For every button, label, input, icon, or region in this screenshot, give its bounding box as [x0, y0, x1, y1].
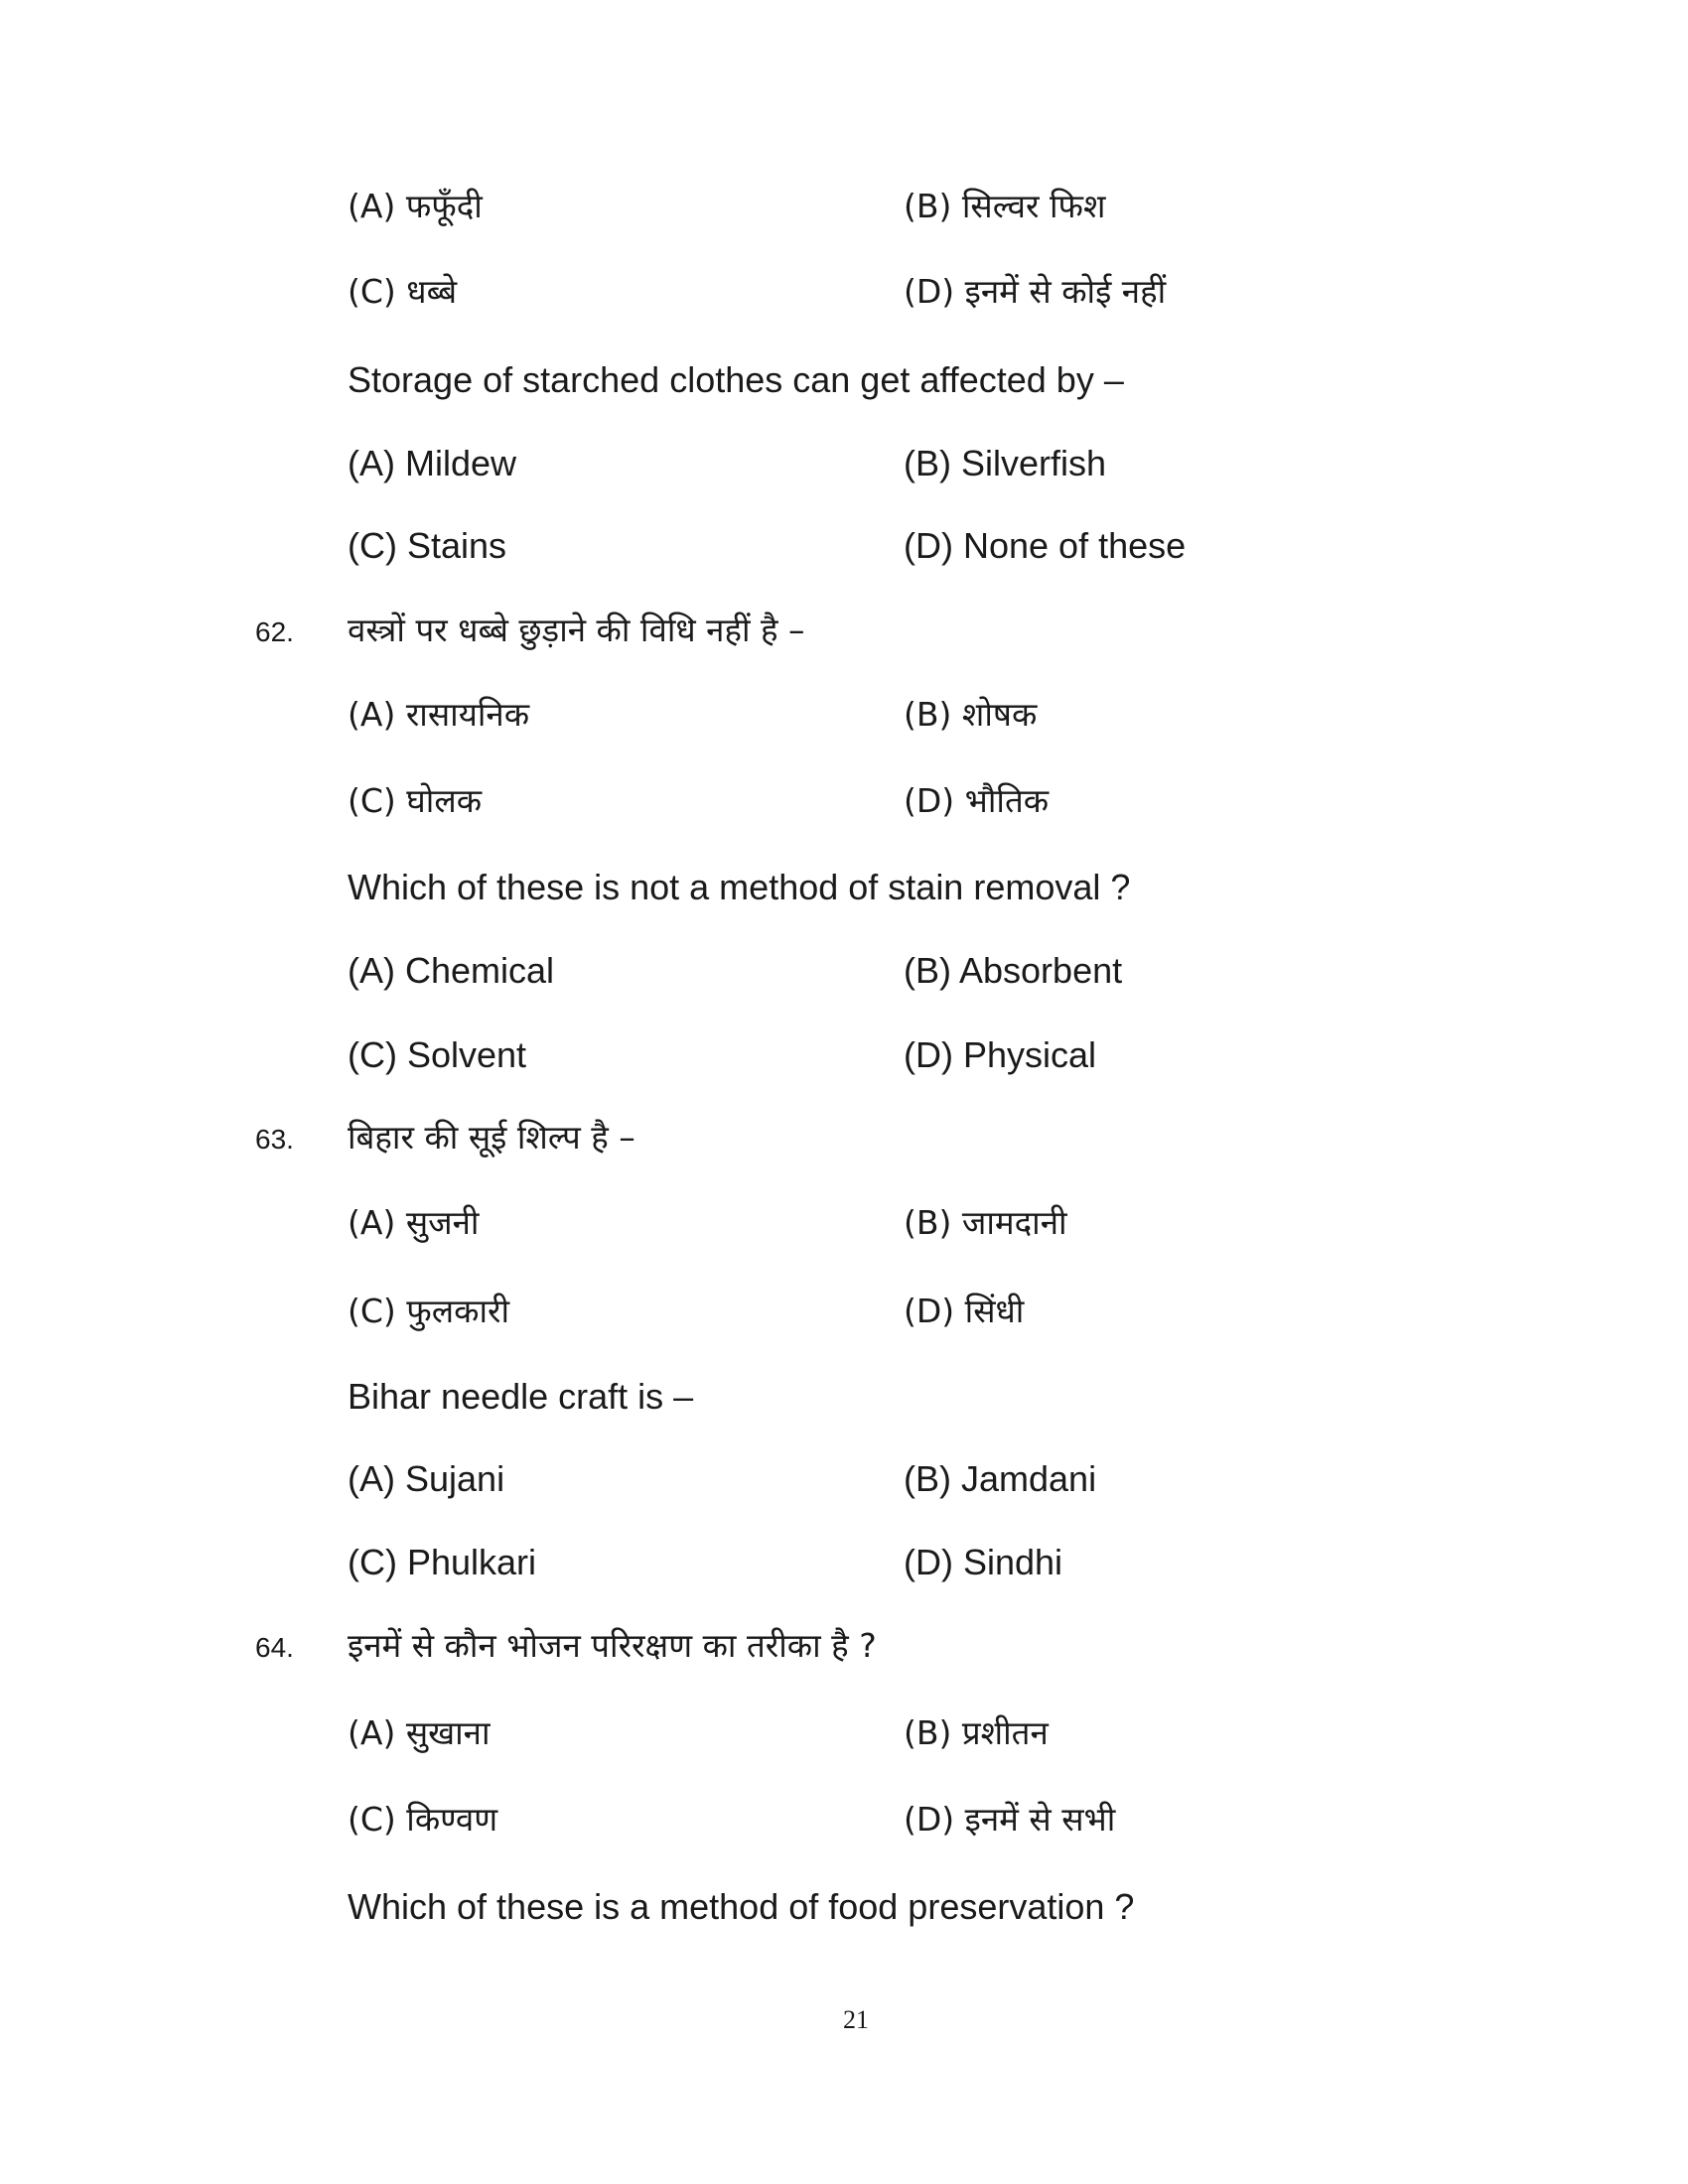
q63-en-option-b: (B) Jamdani	[904, 1458, 1097, 1499]
q61-hi-option-c: (C) धब्बे	[348, 272, 458, 311]
q62-en-question: Which of these is not a method of stain removal ?	[348, 867, 1131, 907]
q64-hi-option-d: (D) इनमें से सभी	[904, 1800, 1116, 1839]
q62-hi-option-a: (A) रासायनिक	[348, 695, 530, 734]
q61-hi-option-d: (D) इनमें से कोई नहीं	[904, 272, 1167, 311]
q63-en-question: Bihar needle craft is –	[348, 1376, 694, 1417]
q63-hi-option-b: (B) जामदानी	[904, 1203, 1067, 1242]
q62-en-option-c: (C) Solvent	[348, 1034, 527, 1075]
q61-en-option-a: (A) Mildew	[348, 443, 517, 483]
q63-hi-option-d: (D) सिंधी	[904, 1292, 1025, 1330]
q63-hi-option-a: (A) सुजनी	[348, 1203, 480, 1242]
q61-en-option-d: (D) None of these	[904, 525, 1187, 566]
q62-en-option-d: (D) Physical	[904, 1034, 1097, 1075]
q64-en-question: Which of these is a method of food preservation ?	[348, 1886, 1135, 1927]
q64-hi-option-c: (C) किण्वण	[348, 1800, 498, 1839]
q64-hi-question: इनमें से कौन भोजन परिरक्षण का तरीका है ?	[348, 1626, 877, 1665]
q64-hi-option-a: (A) सुखाना	[348, 1713, 491, 1752]
q64-number: 64.	[255, 1632, 294, 1663]
q62-hi-option-d: (D) भौतिक	[904, 781, 1050, 820]
q63-en-option-c: (C) Phulkari	[348, 1542, 537, 1582]
q63-number: 63.	[255, 1124, 294, 1155]
q61-hi-option-a: (A) फफूँदी	[348, 187, 483, 225]
q62-hi-question: वस्त्रों पर धब्बे छुड़ाने की विधि नहीं है –	[348, 611, 805, 649]
q63-en-option-d: (D) Sindhi	[904, 1542, 1063, 1582]
q61-en-option-c: (C) Stains	[348, 525, 507, 566]
page-number: 21	[843, 2005, 869, 2034]
q63-hi-question: बिहार की सूई शिल्प है –	[348, 1118, 635, 1157]
q62-hi-option-c: (C) घोलक	[348, 781, 483, 820]
q61-en-option-b: (B) Silverfish	[904, 443, 1107, 483]
q63-hi-option-c: (C) फुलकारी	[348, 1292, 510, 1330]
q61-hi-option-b: (B) सिल्वर फिश	[904, 187, 1106, 225]
q61-en-question: Storage of starched clothes can get affected by –	[348, 359, 1124, 400]
q64-hi-option-b: (B) प्रशीतन	[904, 1713, 1049, 1752]
q62-en-option-a: (A) Chemical	[348, 950, 555, 991]
q62-number: 62.	[255, 616, 294, 647]
q63-en-option-a: (A) Sujani	[348, 1458, 505, 1499]
q62-hi-option-b: (B) शोषक	[904, 695, 1038, 734]
q62-en-option-b: (B) Absorbent	[904, 950, 1123, 991]
